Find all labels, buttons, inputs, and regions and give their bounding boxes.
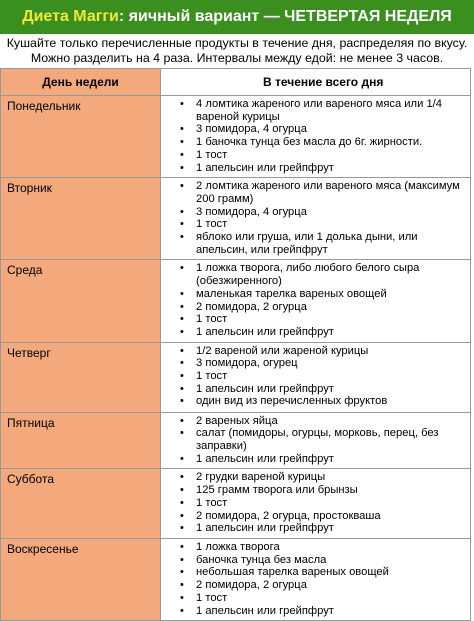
foods-cell [161,260,471,342]
food-item-text: 2 помидора, 2 огурца, простокваша [196,509,381,522]
table-body [1,96,471,621]
food-item [161,231,466,256]
food-item-text: 1 апельсин или грейпфрут [196,604,334,617]
foods-cell [161,538,471,620]
food-list [161,345,466,409]
food-item [161,136,466,149]
food-item-text: баночка тунца без масла [196,553,327,566]
food-item-text: 1 ложка творога [196,540,280,553]
bullet-icon: • [180,325,184,338]
bullet-icon: • [180,471,184,484]
food-item [161,218,466,231]
food-item-text: 1 тост [196,148,228,161]
bullet-icon: • [180,357,184,370]
food-item [161,484,466,497]
food-item [161,566,466,579]
table-row [1,342,471,412]
food-item-text: маленькая тарелка вареных овощей [196,287,387,300]
food-item [161,579,466,592]
food-item [161,592,466,605]
bullet-icon: • [180,553,184,566]
bullet-icon: • [180,231,184,244]
food-item-text: 1 тост [196,591,228,604]
food-item-text: 1 апельсин или грейпфрут [196,522,334,535]
bullet-icon: • [180,344,184,357]
table-row [1,178,471,260]
bullet-icon: • [180,123,184,136]
food-item [161,326,466,339]
food-item-text: 2 грудки вареной курицы [196,471,326,484]
table-row [1,96,471,178]
day-cell: Четверг [1,342,161,412]
food-item-text: 2 помидора, 2 огурца [196,300,307,313]
food-item [161,288,466,301]
day-cell: Пятница [1,412,161,469]
food-item [161,313,466,326]
food-item-text: 1 тост [196,496,228,509]
food-item-text: 3 помидора, 4 огурца [196,205,307,218]
bullet-icon: • [180,484,184,497]
day-cell: Воскресенье [1,538,161,620]
food-item-text: 3 помидора, огурец [196,357,298,370]
food-item [161,262,466,287]
bullet-icon: • [180,161,184,174]
food-item [161,301,466,314]
food-item-text: 125 грамм творога или брынзы [196,484,358,497]
bullet-icon: • [180,540,184,553]
food-item-text: 4 ломтика жареного или вареного мяса или 1/4 вареной курицы [196,98,442,123]
food-item [161,149,466,162]
title-rest: : яичный вариант — ЧЕТВЕРТАЯ НЕДЕЛЯ [118,8,452,25]
food-item [161,510,466,523]
day-cell: Суббота [1,469,161,539]
bullet-icon: • [180,98,184,110]
food-item [161,427,466,452]
bullet-icon: • [180,148,184,161]
header-day: День недели [1,69,161,96]
food-list [161,415,466,466]
diet-table [0,68,471,621]
bullet-icon: • [180,370,184,383]
header-foods-label: В течение всего дня [263,75,384,89]
intro-text [0,36,474,65]
food-item-text: 1 тост [196,370,228,383]
day-cell: Вторник [1,178,161,260]
bullet-icon: • [180,604,184,617]
food-item-text: 1 апельсин или грейпфрут [196,325,334,338]
bullet-icon: • [180,262,184,275]
table-row [1,538,471,620]
bullet-icon: • [180,136,184,149]
foods-cell [161,178,471,260]
food-item [161,162,466,175]
table-header-row [1,69,471,96]
day-cell: Среда [1,260,161,342]
food-item-text: 1 апельсин или грейпфрут [196,161,334,174]
food-item [161,180,466,205]
food-item [161,453,466,466]
foods-cell [161,342,471,412]
bullet-icon: • [180,205,184,218]
food-item-text: яблоко или груша, или 1 долька дыни, или апельсин, или грейпфрут [196,231,418,256]
header-foods [161,69,471,96]
bullet-icon: • [180,218,184,231]
bullet-icon: • [180,180,184,193]
food-item [161,357,466,370]
food-list [161,471,466,535]
food-item [161,345,466,358]
bullet-icon: • [180,566,184,579]
bullet-icon: • [180,509,184,522]
food-list [161,541,466,617]
food-list [161,262,466,338]
title-accent: Диета Магги [22,8,119,25]
food-item-text: 3 помидора, 4 огурца [196,123,307,136]
table-row [1,469,471,539]
food-item-text: 1 ложка творога, либо любого белого сыра (обезжиренного) [196,262,420,288]
title-banner [0,0,474,34]
food-item-text: 1 баночка тунца без масла до 6г. жирности. [196,136,423,149]
food-item [161,395,466,408]
food-item-text: 1 апельсин или грейпфрут [196,382,334,395]
food-item-text: 1 тост [196,313,228,326]
food-item [161,541,466,554]
foods-cell [161,412,471,469]
food-item-text: 1 тост [196,218,228,231]
food-item-text: 1 апельсин или грейпфрут [196,452,334,465]
bullet-icon: • [180,300,184,313]
foods-cell [161,469,471,539]
food-list [161,98,466,174]
bullet-icon: • [180,452,184,465]
bullet-icon: • [180,382,184,395]
food-item [161,497,466,510]
food-item [161,471,466,484]
intro-line-1: Кушайте только перечисленные продукты в течение дня, распределяя по вкусу. [6,36,468,50]
food-item [161,522,466,535]
food-item [161,383,466,396]
bullet-icon: • [180,591,184,604]
food-item [161,370,466,383]
intro-line-2: Можно разделить на 4 раза. Интервалы между едой: не менее 3 часов. [30,50,444,65]
bullet-icon: • [180,496,184,509]
food-item-text: 2 вареных яйца [196,414,278,427]
food-item [161,605,466,618]
food-item-text: 1/2 вареной или жареной курицы [196,344,369,357]
food-item-text: 2 помидора, 2 огурца [196,579,307,592]
bullet-icon: • [180,427,184,440]
bullet-icon: • [180,313,184,326]
bullet-icon: • [180,579,184,592]
bullet-icon: • [180,287,184,300]
day-cell: Понедельник [1,96,161,178]
food-item [161,98,466,123]
bullet-icon: • [180,395,184,408]
foods-cell [161,96,471,178]
bullet-icon: • [180,414,184,427]
food-item-text: салат (помидоры, огурцы, морковь, перец, без заправки) [196,427,439,453]
food-item [161,123,466,136]
food-item [161,206,466,219]
table-row [1,260,471,342]
food-item-text: небольшая тарелка вареных овощей [196,566,389,579]
food-list [161,180,466,256]
food-item-text: один вид из перечисленных фруктов [196,395,388,408]
food-item-text: 2 ломтика жареного или вареного мяса (максимум 200 грамм) [196,180,460,205]
table-row [1,412,471,469]
bullet-icon: • [180,522,184,535]
food-item [161,415,466,428]
food-item [161,554,466,567]
